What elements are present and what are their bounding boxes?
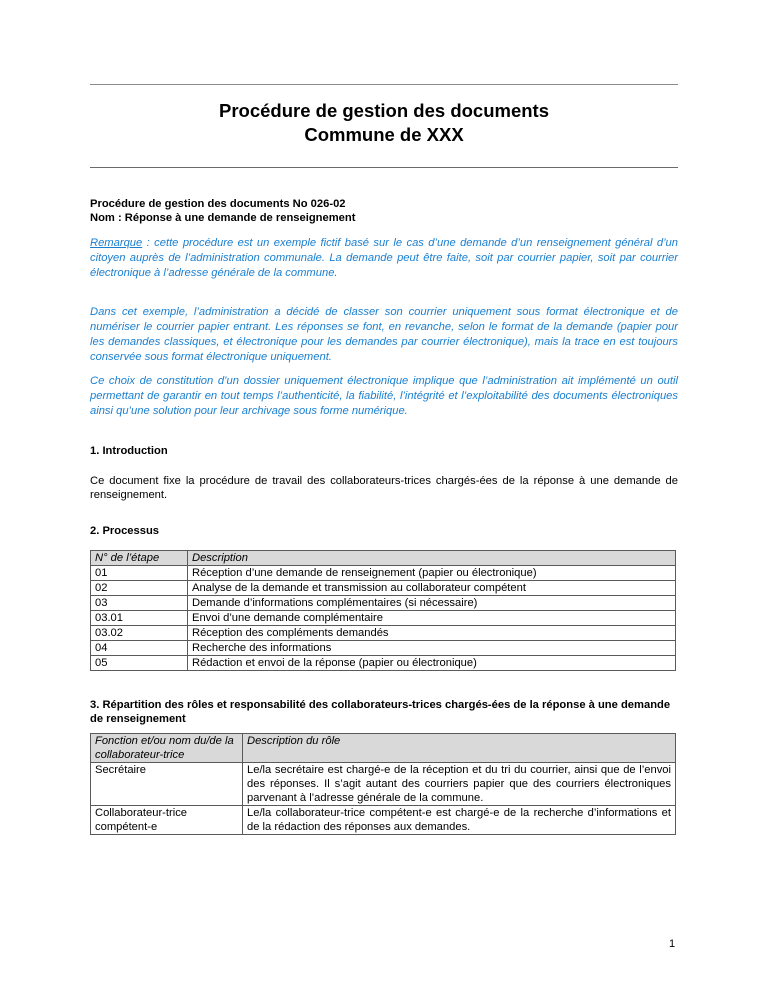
role-description: Le/la collaborateur-trice compétent-e est chargé-e de la recherche d’informations et de la rédaction des réponses aux demandes. (243, 806, 676, 835)
section-introduction-heading: 1. Introduction (90, 445, 168, 457)
step-description: Réception des compléments demandés (188, 626, 676, 641)
step-number: 04 (91, 641, 188, 656)
table-row (91, 626, 676, 641)
title-line-2: Commune de XXX (304, 124, 464, 145)
roles-table (90, 733, 676, 835)
column-header-function: Fonction et/ou nom du/de la collaborateur-trice (91, 734, 243, 763)
process-table (90, 550, 676, 671)
page-number: 1 (669, 938, 676, 950)
table-row (91, 566, 676, 581)
step-description: Envoi d’une demande complémentaire (188, 611, 676, 626)
remark-paragraph-3: Ce choix de constitution d’un dossier uniquement électronique implique que l’administration ait implémenté un outil permettant de garantir en tout temps l’authenticité, la fiabilité, l’intégrité et l’exploitabilité des documents électroniques ainsi qu’une solution pour leur archivage sous forme numérique. (90, 375, 678, 417)
procedure-meta (90, 197, 355, 225)
step-number: 03 (91, 596, 188, 611)
table-row (91, 656, 676, 671)
table-row (91, 806, 676, 835)
section-roles-heading: 3. Répartition des rôles et responsabilité des collaborateurs-trices chargés-ées de la réponse à une demande de renseignement (90, 699, 671, 725)
table-row (91, 763, 676, 806)
step-number: 02 (91, 581, 188, 596)
role-description: Le/la secrétaire est chargé-e de la réception et du tri du courrier, ainsi que de l’envoi des réponses. Il s’agit autant des courriers papier que des courriers électroniques parvenant à l’adresse générale de la commune. (243, 763, 676, 806)
column-header-description: Description (188, 551, 676, 566)
table-row (91, 596, 676, 611)
section-process-heading: 2. Processus (90, 525, 160, 537)
step-number: 01 (91, 566, 188, 581)
roles-table-header (91, 734, 676, 763)
step-number: 05 (91, 656, 188, 671)
document-title (90, 99, 678, 147)
column-header-role-description: Description du rôle (243, 734, 676, 763)
remark-label: Remarque (90, 237, 143, 249)
title-line-1: Procédure de gestion des documents (219, 100, 549, 121)
step-number: 03.01 (91, 611, 188, 626)
step-description: Réception d’une demande de renseignement (papier ou électronique) (188, 566, 676, 581)
step-description: Rédaction et envoi de la réponse (papier ou électronique) (188, 656, 676, 671)
remark-paragraph-2: Dans cet exemple, l’administration a décidé de classer son courrier uniquement sous format électronique et de numériser le courrier papier entrant. Les réponses se font, en revanche, selon le format de la demande (papier pour les demandes classiques, et électronique pour les demandes par courrier électronique), mais la trace en est toujours conservée sous format électronique uniquement. (90, 306, 678, 363)
table-row (91, 611, 676, 626)
process-table-header (91, 551, 676, 566)
table-row (91, 641, 676, 656)
role-function: Collaborateur-trice compétent-e (91, 806, 243, 835)
step-number: 03.02 (91, 626, 188, 641)
step-description: Demande d’informations complémentaires (si nécessaire) (188, 596, 676, 611)
step-description: Analyse de la demande et transmission au collaborateur compétent (188, 581, 676, 596)
table-row (91, 581, 676, 596)
remark-text-1: : cette procédure est un exemple fictif basé sur le cas d’une demande d’un renseignement général d’un citoyen auprès de l’administration communale. La demande peut être faite, soit par courrier papier, soit par courrier électronique à l’adresse générale de la commune. (90, 237, 678, 279)
step-description: Recherche des informations (188, 641, 676, 656)
remark-paragraph-1 (90, 236, 678, 281)
role-function: Secrétaire (91, 763, 243, 806)
column-header-step: N° de l’étape (91, 551, 188, 566)
introduction-text: Ce document fixe la procédure de travail des collaborateurs-trices chargés-ées de la réponse à une demande de renseignement. (90, 475, 678, 501)
header-bottom-rule (90, 167, 678, 168)
header-top-rule (90, 84, 678, 85)
procedure-name: Nom : Réponse à une demande de renseignement (90, 212, 356, 224)
procedure-number: Procédure de gestion des documents No 026-02 (90, 198, 346, 210)
